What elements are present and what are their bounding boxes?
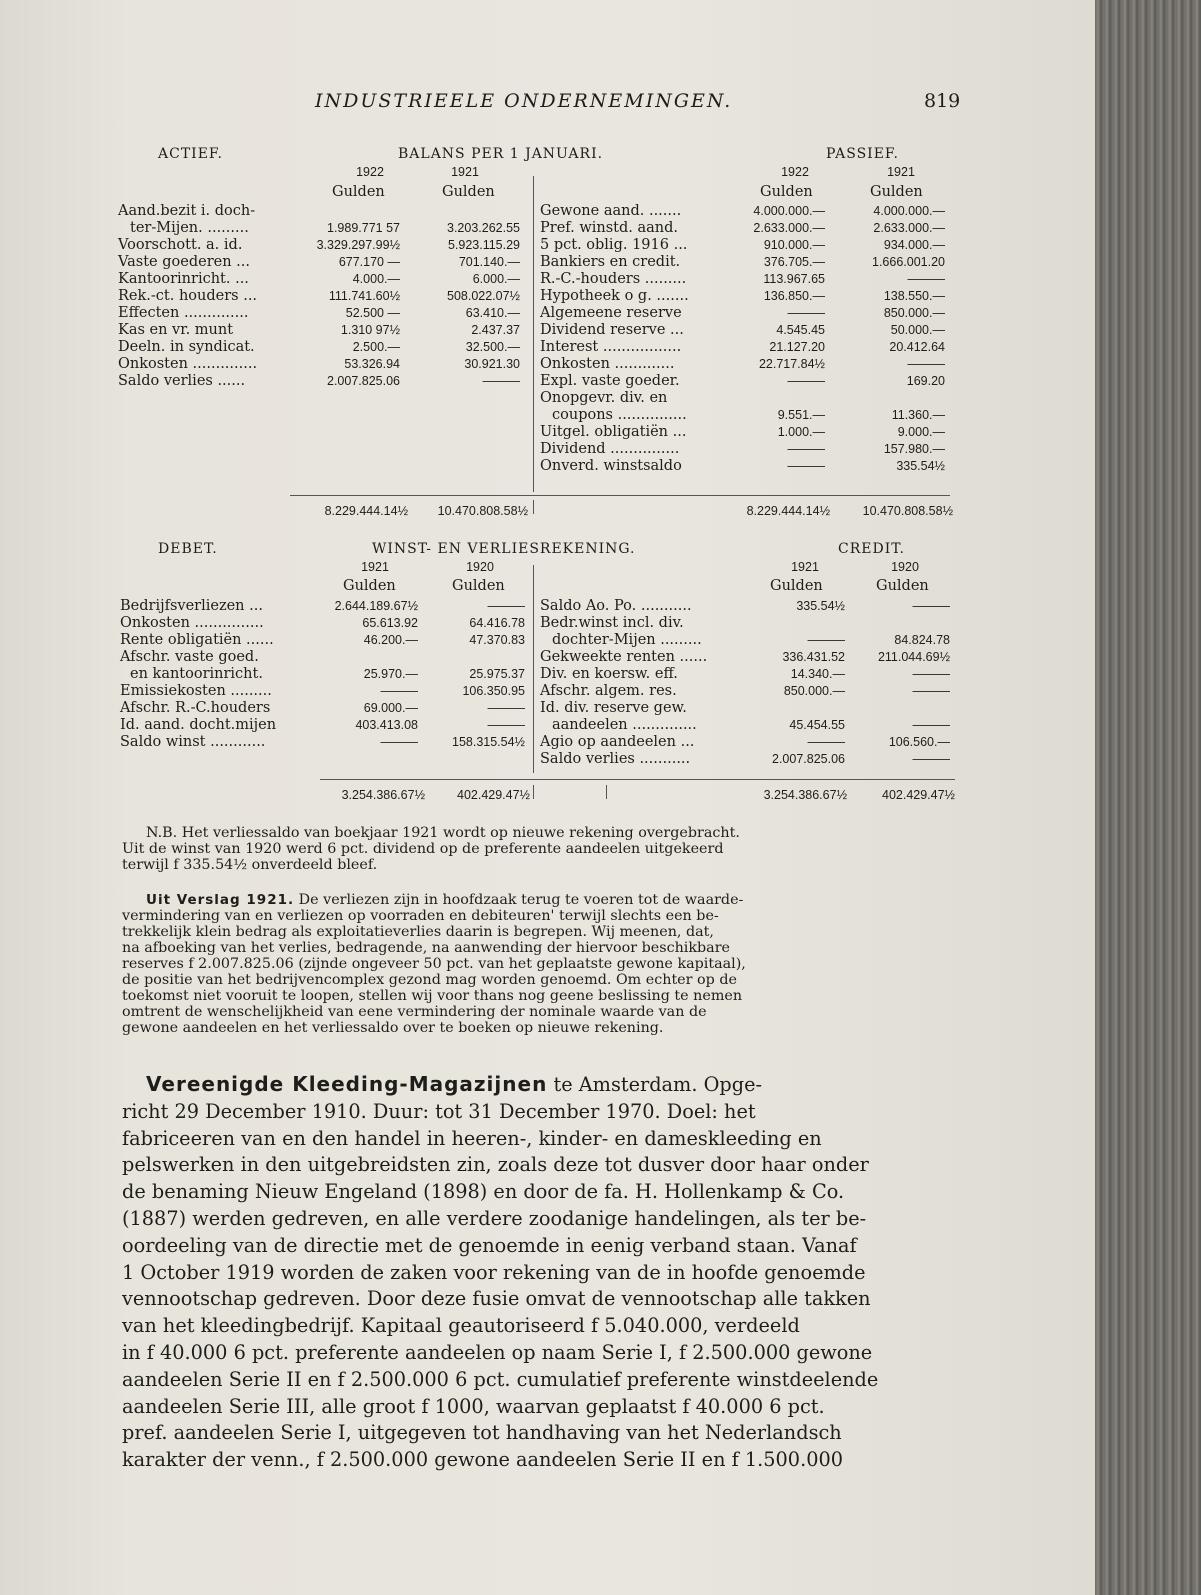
row-label: Kantoorinricht. ... bbox=[118, 271, 249, 287]
actief-1921-column bbox=[410, 203, 520, 390]
row-label: Bankiers en credit. bbox=[540, 254, 681, 270]
row-label: Afschr. vaste goed. bbox=[120, 649, 259, 665]
value-cell: 11.360.— bbox=[891, 408, 945, 422]
col-year: 1921 bbox=[451, 165, 479, 179]
value-cell: 52.500 — bbox=[345, 306, 400, 320]
verslag-line: vermindering van en verliezen op voorraden en debiteuren' terwijl slechts een be- bbox=[122, 908, 719, 924]
nb-line: N.B. Het verliessaldo van boekjaar 1921 wordt op nieuwe rekening overgebracht. bbox=[146, 825, 740, 841]
value-cell: ——— bbox=[487, 718, 525, 732]
value-cell: 1.989.771 57 bbox=[327, 221, 400, 235]
company-line: fabriceeren van en den handel in heeren-, kinder- en dameskleeding en bbox=[122, 1126, 822, 1150]
value-cell: 677.170 — bbox=[338, 255, 400, 269]
balance-title: BALANS PER 1 JANUARI. bbox=[398, 146, 604, 162]
total-value: 8.229.444.14½ bbox=[324, 504, 408, 518]
verslag-line: toekomst niet vooruit te loopen, stellen wij voor thans nog geene beslissing te nemen bbox=[122, 988, 743, 1004]
credit-1921-column bbox=[745, 598, 845, 768]
value-cell: ——— bbox=[912, 684, 950, 698]
row-label: Rek.-ct. houders ... bbox=[118, 288, 258, 304]
row-label: Algemeene reserve bbox=[540, 305, 682, 321]
total-value: 8.229.444.14½ bbox=[746, 504, 830, 518]
value-cell: ——— bbox=[487, 701, 525, 715]
value-cell: ——— bbox=[807, 633, 845, 647]
value-cell: 336.431.52 bbox=[782, 650, 845, 664]
company-line: te Amsterdam. Opge- bbox=[553, 1073, 763, 1096]
total-value: 10.470.808.58½ bbox=[437, 504, 528, 518]
verslag-line: de positie van het bedrijvencomplex gezond mag worden genoemd. Om echter op de bbox=[122, 972, 737, 988]
company-entry bbox=[122, 1071, 878, 1474]
total-value: 10.470.808.58½ bbox=[862, 504, 953, 518]
row-label: Uitgel. obligatiën ... bbox=[540, 424, 687, 440]
value-cell: 22.717.84½ bbox=[758, 357, 825, 371]
row-label: Aand.bezit i. doch- bbox=[118, 203, 256, 219]
col-unit: Gulden bbox=[876, 578, 929, 594]
value-cell: 3.329.297.99½ bbox=[316, 238, 400, 252]
row-label: Afschr. R.-C.houders bbox=[120, 700, 271, 716]
row-label: Saldo winst ............ bbox=[120, 734, 266, 750]
value-cell: 2.633.000.— bbox=[873, 221, 945, 235]
row-label: Id. div. reserve gew. bbox=[540, 700, 687, 716]
company-line: pref. aandeelen Serie I, uitgegeven tot handhaving van het Nederlandsch bbox=[122, 1421, 842, 1445]
value-cell: 106.350.95 bbox=[462, 684, 525, 698]
company-line: oordeeling van de directie met de genoemde in eenig verband staan. Vanaf bbox=[122, 1233, 857, 1257]
row-label: Dividend reserve ... bbox=[540, 322, 684, 338]
row-label: Vaste goederen ... bbox=[118, 254, 250, 270]
value-cell: 32.500.— bbox=[465, 340, 520, 354]
value-cell: ——— bbox=[787, 306, 825, 320]
column-rule bbox=[533, 565, 534, 773]
row-label: Div. en koersw. eff. bbox=[540, 666, 678, 682]
verslag-paragraph bbox=[122, 892, 746, 1036]
value-cell: 2.007.825.06 bbox=[327, 374, 400, 388]
company-line: (1887) werden gedreven, en alle verdere zoodanige handelingen, als ter be- bbox=[122, 1206, 867, 1230]
value-cell: 934.000.— bbox=[883, 238, 945, 252]
row-label: R.-C.-houders ......... bbox=[540, 271, 687, 287]
company-line: aandeelen Serie III, alle groot f 1000, waarvan geplaatst f 40.000 6 pct. bbox=[122, 1394, 825, 1418]
value-cell: ——— bbox=[912, 752, 950, 766]
company-line: van het kleedingbedrijf. Kapitaal geautoriseerd f 5.040.000, verdeeld bbox=[122, 1314, 800, 1338]
column-rule bbox=[533, 176, 534, 492]
row-label: Onkosten .............. bbox=[118, 356, 258, 372]
col-unit: Gulden bbox=[760, 184, 813, 200]
row-label: Id. aand. docht.mijen bbox=[120, 717, 277, 733]
actief-labels bbox=[118, 203, 257, 390]
row-label: Kas en vr. munt bbox=[118, 322, 234, 338]
col-year: 1922 bbox=[356, 165, 384, 179]
value-cell: 138.550.— bbox=[883, 289, 945, 303]
row-label: Interest ................. bbox=[540, 339, 682, 355]
value-cell: 403.413.08 bbox=[355, 718, 418, 732]
value-cell: ——— bbox=[787, 442, 825, 456]
value-cell: 47.370.83 bbox=[469, 633, 525, 647]
value-cell: ——— bbox=[380, 684, 418, 698]
value-cell: 46.200.— bbox=[363, 633, 418, 647]
row-label: Rente obligatiën ...... bbox=[120, 632, 274, 648]
value-cell: ——— bbox=[787, 374, 825, 388]
value-cell: ——— bbox=[907, 357, 945, 371]
value-cell: 113.967.65 bbox=[763, 272, 825, 286]
row-label: Onkosten ............. bbox=[540, 356, 675, 372]
value-cell bbox=[410, 203, 520, 220]
col-year: 1921 bbox=[887, 165, 915, 179]
value-cell: 14.340.— bbox=[790, 667, 845, 681]
credit-labels bbox=[540, 598, 707, 768]
value-cell: 910.000.— bbox=[763, 238, 825, 252]
value-cell bbox=[850, 615, 950, 632]
total-value: 402.429.47½ bbox=[882, 788, 955, 802]
passief-1921-column bbox=[835, 203, 945, 475]
value-cell: 25.975.37 bbox=[469, 667, 525, 681]
total-value: 3.254.386.67½ bbox=[341, 788, 425, 802]
value-cell: 2.437.37 bbox=[471, 323, 520, 337]
row-label: Emissiekosten ......... bbox=[120, 683, 272, 699]
value-cell: 9.551.— bbox=[777, 408, 825, 422]
col-year: 1920 bbox=[891, 560, 919, 574]
value-cell: ——— bbox=[907, 272, 945, 286]
passief-labels bbox=[540, 203, 689, 475]
value-cell bbox=[730, 390, 825, 407]
row-label: Afschr. algem. res. bbox=[540, 683, 677, 699]
nb-line: terwijl f 335.54½ onverdeeld bleef. bbox=[122, 857, 378, 873]
value-cell: 158.315.54½ bbox=[452, 735, 525, 749]
company-line: karakter der venn., f 2.500.000 gewone aandeelen Serie II en f 1.500.000 bbox=[122, 1448, 844, 1472]
value-cell: 84.824.78 bbox=[894, 633, 950, 647]
company-line: richt 29 December 1910. Duur: tot 31 December 1970. Doel: het bbox=[122, 1099, 756, 1123]
value-cell: 335.54½ bbox=[896, 459, 945, 473]
total-rule bbox=[290, 495, 950, 496]
row-label: Saldo verlies ........... bbox=[540, 751, 691, 767]
row-label: Onopgevr. div. en bbox=[540, 390, 668, 406]
page-number: 819 bbox=[924, 90, 961, 112]
value-cell: 69.000.— bbox=[363, 701, 418, 715]
value-cell: 63.410.— bbox=[465, 306, 520, 320]
debet-1921-column bbox=[318, 598, 418, 751]
value-cell: 4.000.000.— bbox=[873, 204, 945, 218]
value-cell: 6.000.— bbox=[472, 272, 520, 286]
debet-1920-column bbox=[425, 598, 525, 751]
value-cell: ——— bbox=[807, 735, 845, 749]
value-cell bbox=[850, 700, 950, 717]
col-unit: Gulden bbox=[442, 184, 495, 200]
value-cell: 508.022.07½ bbox=[447, 289, 520, 303]
value-cell bbox=[835, 390, 945, 407]
value-cell: 136.850.— bbox=[763, 289, 825, 303]
passief-1922-column bbox=[730, 203, 825, 475]
debet-labels bbox=[120, 598, 276, 751]
value-cell: 850.000.— bbox=[883, 306, 945, 320]
verslag-line: De verliezen zijn in hoofdzaak terug te voeren tot de waarde- bbox=[298, 892, 744, 908]
company-line: de benaming Nieuw Engeland (1898) en door de fa. H. Hollenkamp & Co. bbox=[122, 1180, 845, 1204]
row-label: Agio op aandeelen ... bbox=[540, 734, 695, 750]
value-cell: 2.633.000.— bbox=[753, 221, 825, 235]
value-cell: 2.007.825.06 bbox=[772, 752, 845, 766]
value-cell: 21.127.20 bbox=[769, 340, 825, 354]
value-cell: 701.140.— bbox=[458, 255, 520, 269]
row-label: Onverd. winstsaldo bbox=[540, 458, 682, 474]
column-rule bbox=[606, 785, 607, 799]
verslag-line: trekkelijk klein bedrag als exploitatieverlies daarin is begrepen. Wij meenen, dat, bbox=[122, 924, 714, 940]
row-label: dochter-Mijen ......... bbox=[552, 632, 702, 648]
value-cell: 45.454.55 bbox=[789, 718, 845, 732]
row-label: Effecten .............. bbox=[118, 305, 249, 321]
row-label: Dividend ............... bbox=[540, 441, 680, 457]
value-cell: 50.000.— bbox=[890, 323, 945, 337]
row-label: Gekweekte renten ...... bbox=[540, 649, 708, 665]
running-title: INDUSTRIEELE ONDERNEMINGEN. bbox=[315, 90, 733, 112]
value-cell: ——— bbox=[912, 718, 950, 732]
col-year: 1921 bbox=[361, 560, 389, 574]
value-cell: 1.000.— bbox=[777, 425, 825, 439]
col-year: 1922 bbox=[781, 165, 809, 179]
value-cell: 64.416.78 bbox=[469, 616, 525, 630]
value-cell: 111.741.60½ bbox=[328, 289, 400, 303]
nb-line: Uit de winst van 1920 werd 6 pct. dividend op de preferente aandeelen uitgekeerd bbox=[122, 841, 724, 857]
row-label: Saldo Ao. Po. ........... bbox=[540, 598, 692, 614]
row-label: Saldo verlies ...... bbox=[118, 373, 246, 389]
nb-note bbox=[122, 825, 740, 873]
value-cell: 4.000.000.— bbox=[753, 204, 825, 218]
row-label: Bedrijfsverliezen ... bbox=[120, 598, 263, 614]
debet-heading: DEBET. bbox=[158, 541, 218, 557]
value-cell: 25.970.— bbox=[363, 667, 418, 681]
col-unit: Gulden bbox=[343, 578, 396, 594]
row-label: Voorschott. a. id. bbox=[118, 237, 243, 253]
total-value: 3.254.386.67½ bbox=[763, 788, 847, 802]
credit-1920-column bbox=[850, 598, 950, 768]
value-cell: 157.980.— bbox=[883, 442, 945, 456]
verslag-line: reserves f 2.007.825.06 (zijnde ongeveer 50 pct. van het geplaatste gewone kapitaal), bbox=[122, 956, 746, 972]
col-unit: Gulden bbox=[332, 184, 385, 200]
verslag-line: na afboeking van het verlies, bedragende, na aanwending der hiervoor beschikbare bbox=[122, 940, 730, 956]
pl-title: WINST- EN VERLIESREKENING. bbox=[372, 541, 636, 557]
value-cell bbox=[425, 649, 525, 666]
total-rule bbox=[320, 779, 955, 780]
value-cell: 106.560.— bbox=[888, 735, 950, 749]
row-label: Pref. winstd. aand. bbox=[540, 220, 679, 236]
row-label: en kantoorinricht. bbox=[130, 666, 263, 682]
row-label: coupons ............... bbox=[552, 407, 687, 423]
passief-heading: PASSIEF. bbox=[826, 146, 899, 162]
value-cell: ——— bbox=[380, 735, 418, 749]
company-line: 1 October 1919 worden de zaken voor rekening van de in hoofde genoemde bbox=[122, 1260, 866, 1284]
value-cell: 20.412.64 bbox=[889, 340, 945, 354]
value-cell: ——— bbox=[482, 374, 520, 388]
value-cell bbox=[300, 203, 400, 220]
company-name: Vereenigde Kleeding-Magazijnen bbox=[146, 1072, 548, 1096]
value-cell bbox=[745, 700, 845, 717]
value-cell: 4.545.45 bbox=[776, 323, 825, 337]
company-line: aandeelen Serie II en f 2.500.000 6 pct. cumulatief preferente winstdeelende bbox=[122, 1367, 879, 1391]
total-value: 402.429.47½ bbox=[457, 788, 530, 802]
verslag-line: omtrent de wenschelijkheid van eene vermindering der nominale waarde van de bbox=[122, 1004, 707, 1020]
row-label: Bedr.winst incl. div. bbox=[540, 615, 684, 631]
value-cell bbox=[318, 649, 418, 666]
row-label: Deeln. in syndicat. bbox=[118, 339, 255, 355]
company-line: vennootschap gedreven. Door deze fusie omvat de vennootschap alle takken bbox=[122, 1287, 871, 1311]
column-rule bbox=[533, 785, 534, 799]
value-cell: 211.044.69½ bbox=[877, 650, 950, 664]
value-cell: ——— bbox=[912, 667, 950, 681]
column-rule bbox=[533, 500, 534, 514]
col-year: 1920 bbox=[466, 560, 494, 574]
value-cell: 2.644.189.67½ bbox=[334, 599, 418, 613]
value-cell: 850.000.— bbox=[783, 684, 845, 698]
book-spine bbox=[1095, 0, 1201, 1595]
col-unit: Gulden bbox=[870, 184, 923, 200]
col-year: 1921 bbox=[791, 560, 819, 574]
verslag-heading: Uit Verslag 1921. bbox=[146, 892, 295, 908]
value-cell: 53.326.94 bbox=[344, 357, 400, 371]
col-unit: Gulden bbox=[452, 578, 505, 594]
value-cell: 5.923.115.29 bbox=[447, 238, 520, 252]
value-cell: ——— bbox=[912, 599, 950, 613]
actief-heading: ACTIEF. bbox=[158, 146, 223, 162]
value-cell: 335.54½ bbox=[796, 599, 845, 613]
value-cell: ——— bbox=[787, 459, 825, 473]
value-cell: 3.203.262.55 bbox=[447, 221, 520, 235]
row-label: ter-Mijen. ......... bbox=[130, 220, 249, 236]
value-cell: 2.500.— bbox=[352, 340, 400, 354]
value-cell: 1.310 97½ bbox=[340, 323, 400, 337]
credit-heading: CREDIT. bbox=[838, 541, 905, 557]
actief-1922-column bbox=[300, 203, 400, 390]
value-cell: 65.613.92 bbox=[362, 616, 418, 630]
row-label: aandeelen .............. bbox=[552, 717, 697, 733]
col-unit: Gulden bbox=[770, 578, 823, 594]
row-label: Onkosten ............... bbox=[120, 615, 264, 631]
value-cell: 9.000.— bbox=[897, 425, 945, 439]
value-cell: 4.000.— bbox=[352, 272, 400, 286]
value-cell: 30.921.30 bbox=[464, 357, 520, 371]
row-label: Expl. vaste goeder. bbox=[540, 373, 680, 389]
value-cell: 169.20 bbox=[906, 374, 945, 388]
value-cell: 376.705.— bbox=[763, 255, 825, 269]
row-label: 5 pct. oblig. 1916 ... bbox=[540, 237, 688, 253]
verslag-line: gewone aandeelen en het verliessaldo over te boeken op nieuwe rekening. bbox=[122, 1020, 664, 1036]
company-line: pelswerken in den uitgebreidsten zin, zoals deze tot dusver door haar onder bbox=[122, 1153, 869, 1177]
value-cell: ——— bbox=[487, 599, 525, 613]
row-label: Hypotheek o g. ....... bbox=[540, 288, 689, 304]
row-label: Gewone aand. ....... bbox=[540, 203, 682, 219]
value-cell bbox=[745, 615, 845, 632]
value-cell: 1.666.001.20 bbox=[872, 255, 945, 269]
company-line: in f 40.000 6 pct. preferente aandeelen op naam Serie I, f 2.500.000 gewone bbox=[122, 1340, 873, 1364]
